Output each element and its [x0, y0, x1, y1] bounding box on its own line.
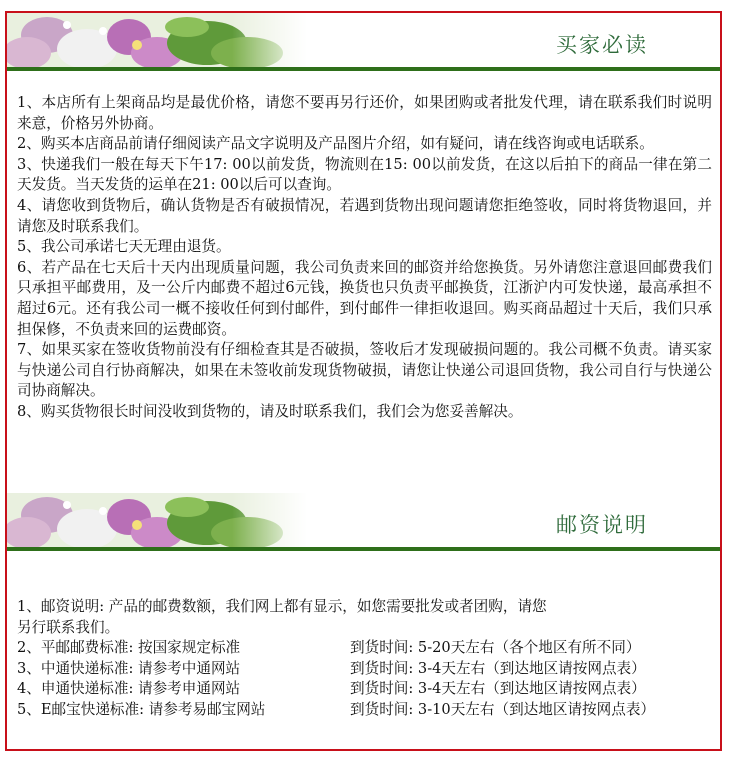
postage-section	[7, 493, 720, 718]
shipping-row	[17, 679, 712, 700]
shipping-standard: 5、E邮宝快递标准: 请参考易邮宝网站	[17, 700, 266, 718]
flower-banner-image	[7, 493, 307, 551]
notice-item: 2、购买本店商品前请仔细阅读产品文字说明及产品图片介绍，如有疑问，请在线咨询或电话联系。	[17, 135, 654, 153]
postage-intro: 1、邮资说明: 产品的邮费数额，我们网上都有显示，如您需要批发或者团购，请您	[17, 598, 547, 615]
postage-list	[17, 597, 712, 721]
shipping-row	[17, 659, 712, 680]
delivery-time: 到货时间: 3-10天左右（到达地区请按网点表）	[350, 700, 656, 718]
postage-banner	[7, 493, 720, 551]
banner-divider	[7, 67, 720, 71]
shipping-standard: 4、申通快递标准: 请参考申通网站	[17, 680, 241, 698]
notice-frame	[5, 11, 722, 751]
delivery-time: 到货时间: 3-4天左右（到达地区请按网点表）	[350, 680, 646, 698]
shipping-standard: 3、中通快递标准: 请参考中通网站	[17, 659, 241, 677]
buyer-notice-banner	[7, 13, 720, 71]
section-title-buyer-notice: 买家必读	[556, 33, 648, 57]
notice-item: 3、快递我们一般在每天下午17: 00以前发货，物流则在15: 00以前发货，在这以后拍下的商品一律在第二天发货。当天发货的运单在21: 00以后可以查询。	[17, 155, 712, 194]
notice-item: 7、如果买家在签收货物前没有仔细检查其是否破损，签收后才发现破损问题的。我公司概不负责。请买家与快递公司自行协商解决，如果在未签收前发现货物破损，请您让快递公司退回货物，我公司自行与快递公司协商解决。	[17, 341, 712, 400]
flower-banner-image	[7, 13, 307, 71]
delivery-time: 到货时间: 5-20天左右（各个地区有所不同）	[350, 639, 641, 657]
delivery-time: 到货时间: 3-4天左右（到达地区请按网点表）	[350, 659, 646, 677]
shipping-row	[17, 638, 712, 659]
shipping-row	[17, 700, 712, 721]
banner-divider	[7, 547, 720, 551]
shipping-standard: 2、平邮邮费标准: 按国家规定标准	[17, 639, 241, 657]
section-title-postage: 邮资说明	[556, 513, 648, 537]
notice-item: 6、若产品在七天后十天内出现质量问题，我公司负责来回的邮资并给您换货。另外请您注意退回邮费我们只承担平邮费用，及一公斤内邮费不超过6元钱，换货也只负责平邮换货，江浙沪内可发快递，最高承担不超过6元。还有我公司一概不接收任何到付邮件，到付邮件一律拒收退回。购买商品超过十天后，我们只承担保修，不负责来回的运费邮资。	[17, 258, 712, 338]
buyer-notice-list	[17, 93, 712, 423]
buyer-notice-section	[7, 13, 720, 420]
notice-item: 1、本店所有上架商品均是最优价格，请您不要再另行还价，如果团购或者批发代理，请在联系我们时说明来意，价格另外协商。	[17, 94, 712, 132]
notice-item: 8、购买货物很长时间没收到货物的，请及时联系我们，我们会为您妥善解决。	[17, 402, 523, 420]
notice-item: 5、我公司承诺七天无理由退货。	[17, 238, 231, 256]
postage-intro-cont: 另行联系我们。	[17, 618, 120, 636]
notice-item: 4、请您收到货物后，确认货物是否有破损情况，若遇到货物出现问题请您拒绝签收，同时将货物退回，并请您及时联系我们。	[17, 196, 712, 235]
